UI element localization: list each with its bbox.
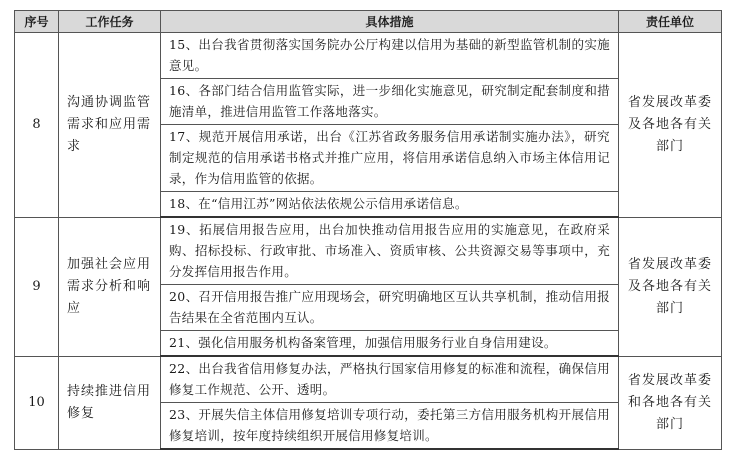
- unit-cell: 省发展改革委及各地各有关部门: [619, 33, 722, 218]
- task-cell: 加强社会应用需求分析和响应: [59, 217, 161, 356]
- measure-cell: 19、拓展信用报告应用，出台加快推动信用报告应用的实施意见，在政府采购、招标投标、行政审批、市场准入、资质审核、公共资源交易等事项中，充分发挥信用报告作用。: [161, 217, 619, 285]
- table-header-row: [15, 11, 722, 33]
- header-measures: 具体措施: [161, 11, 619, 33]
- seq-cell: 8: [15, 33, 59, 218]
- task-cell: 持续推进信用修复: [59, 356, 161, 449]
- measure-cell: 21、强化信用服务机构备案管理，加强信用服务行业自身信用建设。: [161, 331, 619, 357]
- table-row: [15, 33, 722, 79]
- measure-cell: 20、召开信用报告推广应用现场会，研究明确地区互认共享机制，推动信用报告结果在全省范围内互认。: [161, 285, 619, 331]
- table-row: [15, 356, 722, 403]
- table-row: [15, 217, 722, 285]
- unit-cell: 省发展改革委及各地各有关部门: [619, 217, 722, 356]
- measure-cell: 18、在“信用江苏”网站依法依规公示信用承诺信息。: [161, 192, 619, 218]
- measure-cell: 17、规范开展信用承诺，出台《江苏省政务服务信用承诺制实施办法》，研究制定规范的信用承诺书格式并推广应用，将信用承诺信息纳入市场主体信用记录，作为信用监管的依据。: [161, 125, 619, 192]
- measure-cell: 16、各部门结合信用监管实际，进一步细化实施意见，研究制定配套制度和措施清单，推进信用监管工作落地落实。: [161, 79, 619, 125]
- header-task: 工作任务: [59, 11, 161, 33]
- task-cell: 沟通协调监管需求和应用需求: [59, 33, 161, 218]
- measure-cell: 22、出台我省信用修复办法，严格执行国家信用修复的标准和流程，确保信用修复工作规范、公开、透明。: [161, 356, 619, 403]
- header-seq: 序号: [15, 11, 59, 33]
- measure-cell: 23、开展失信主体信用修复培训专项行动，委托第三方信用服务机构开展信用修复培训，按年度持续组织开展信用修复培训。: [161, 403, 619, 450]
- seq-cell: 9: [15, 217, 59, 356]
- measure-cell: 15、出台我省贯彻落实国务院办公厅构建以信用为基础的新型监管机制的实施意见。: [161, 33, 619, 79]
- measures-table: [14, 10, 722, 450]
- header-unit: 责任单位: [619, 11, 722, 33]
- seq-cell: 10: [15, 356, 59, 449]
- unit-cell: 省发展改革委和各地各有关部门: [619, 356, 722, 449]
